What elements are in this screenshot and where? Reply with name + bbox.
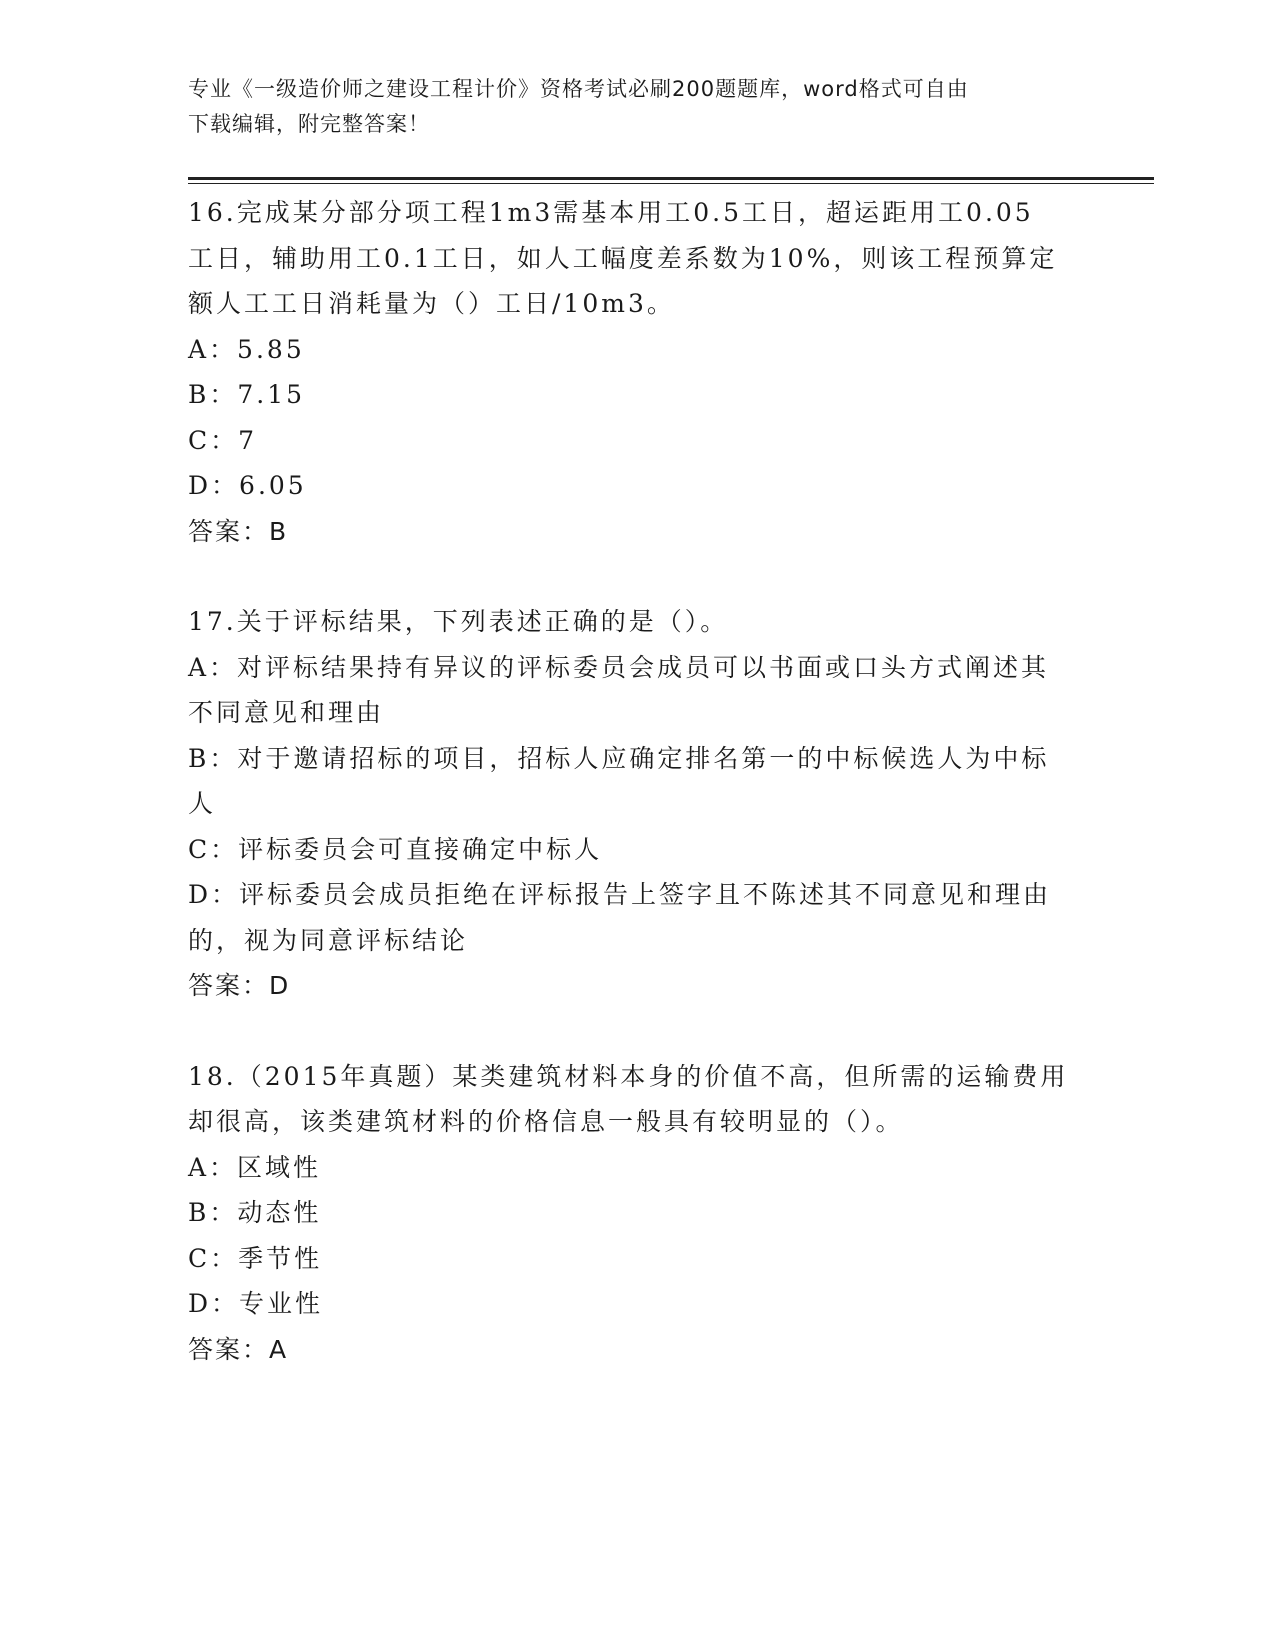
- question-stem-line: 却很高，该类建筑材料的价格信息一般具有较明显的（）。: [188, 1107, 904, 1136]
- header-line-1: 专业《一级造价师之建设工程计价》资格考试必刷200题题库，word格式可自由: [188, 77, 969, 101]
- question-stem-line: 工日，辅助用工0.1工日，如人工幅度差系数为10%，则该工程预算定: [188, 243, 1058, 273]
- answer-label: 答案：A: [188, 1334, 289, 1364]
- question-stem-line: 17.关于评标结果，下列表述正确的是（）。: [188, 607, 729, 636]
- option-b: B：对于邀请招标的项目，招标人应确定排名第一的中标候选人为中标: [188, 743, 1050, 773]
- answer-label: 答案：B: [188, 516, 289, 546]
- option-a: A：5.85: [188, 334, 305, 364]
- question-stem-line: 16.完成某分部分项工程1m3需基本用工0.5工日，超运距用工0.05: [188, 198, 1034, 227]
- question-stem-line: 18.（2015年真题）某类建筑材料本身的价值不高，但所需的运输费用: [188, 1061, 1069, 1091]
- option-b-continued: 人: [188, 789, 217, 818]
- question-list: [188, 190, 1078, 1372]
- question-stem-line: 额人工工日消耗量为（）工日/10m3。: [188, 289, 675, 318]
- question-18: [188, 1054, 1078, 1373]
- option-a-continued: 不同意见和理由: [188, 698, 385, 727]
- option-b: B：7.15: [188, 380, 306, 409]
- option-d: D：6.05: [188, 471, 307, 500]
- option-d: D：评标委员会成员拒绝在评标报告上签字且不陈述其不同意见和理由: [188, 880, 1052, 909]
- answer-label: 答案：D: [188, 971, 291, 1000]
- option-a: A：对评标结果持有异议的评标委员会成员可以书面或口头方式阐述其: [188, 652, 1050, 682]
- option-d: D：专业性: [188, 1289, 324, 1318]
- header-line-2: 下载编辑，附完整答案！: [188, 112, 430, 136]
- header-divider-thick: [188, 177, 1154, 180]
- option-c: C：评标委员会可直接确定中标人: [188, 834, 603, 864]
- option-d-continued: 的，视为同意评标结论: [188, 925, 469, 955]
- question-17: [188, 599, 1078, 1009]
- option-b: B：动态性: [188, 1198, 322, 1227]
- document-header: [188, 72, 1088, 142]
- option-c: C：季节性: [188, 1243, 323, 1273]
- question-16: [188, 190, 1078, 554]
- option-c: C：7: [188, 425, 258, 455]
- option-a: A：区域性: [188, 1152, 322, 1182]
- header-divider-thin: [188, 183, 1154, 184]
